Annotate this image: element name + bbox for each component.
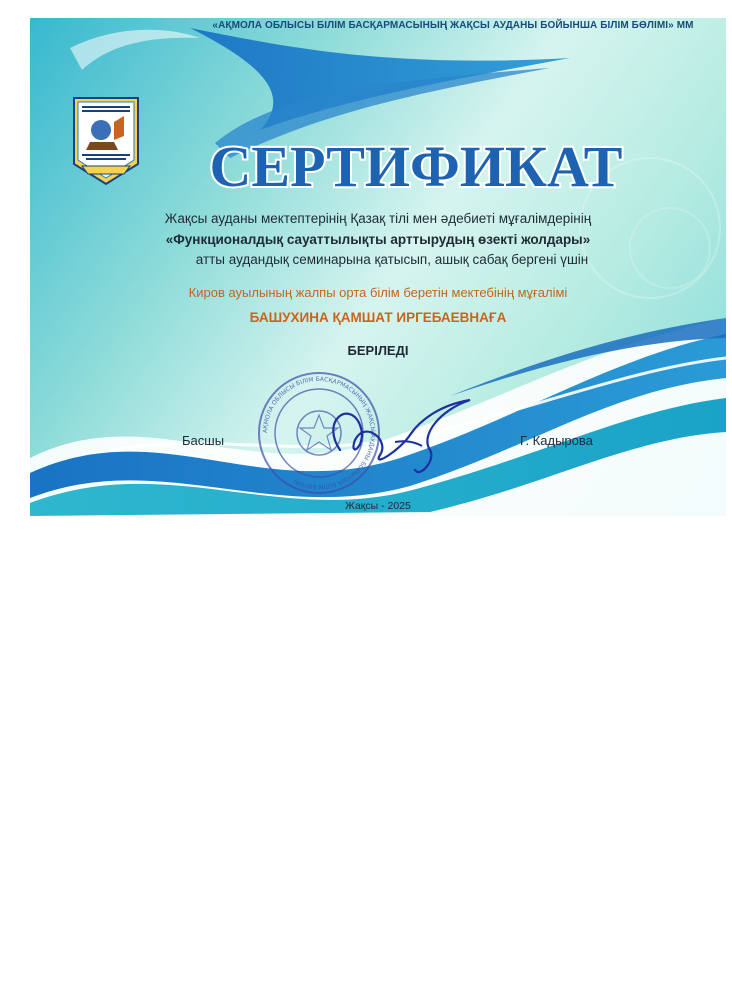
event-line-3: атты аудандық семинарына қатысып, ашық сабақ бергені үшін [195,252,589,267]
certificate [30,18,726,516]
recipient-school: Киров ауылының жалпы орта білім беретін мектебінің мұғалімі [188,285,568,300]
certificate-title [206,130,626,204]
event-line-2: «Функционалдық сауаттылықты арттырудың өзекті жолдары» [165,232,591,247]
event-line-1: Жақсы ауданы мектептерінің Қазақ тілі мен әдебиеті мұғалімдерінің [164,211,592,226]
stamp-ring-text: АҚМОЛА ОБЛЫСЫ БІЛІМ БАСҚАРМАСЫНЫҢ ЖАҚСЫ АУДАНЫ БОЙЫНША БІЛІМ БӨЛІМІ [261,375,377,491]
awarded-label: БЕРІЛЕДІ [347,343,409,358]
handwritten-signature [310,380,480,480]
recipient-name: БАШУХИНА ҚАМШАТ ИРГЕБАЕВНАҒА [249,310,507,325]
certificate-title-text: СЕРТИФИКАТ [209,134,623,199]
education-department-logo [68,94,144,190]
place-and-year: Жақсы - 2025 [345,500,411,512]
issuer-header: «АҚМОЛА ОБЛЫСЫ БІЛІМ БАСҚАРМАСЫНЫҢ ЖАҚСЫ АУДАНЫ БОЙЫНША БІЛІМ БӨЛІМІ» ММ [212,20,694,31]
signatory-name: Г. Кадырова [520,433,593,448]
signature-title: Басшы [182,433,225,448]
